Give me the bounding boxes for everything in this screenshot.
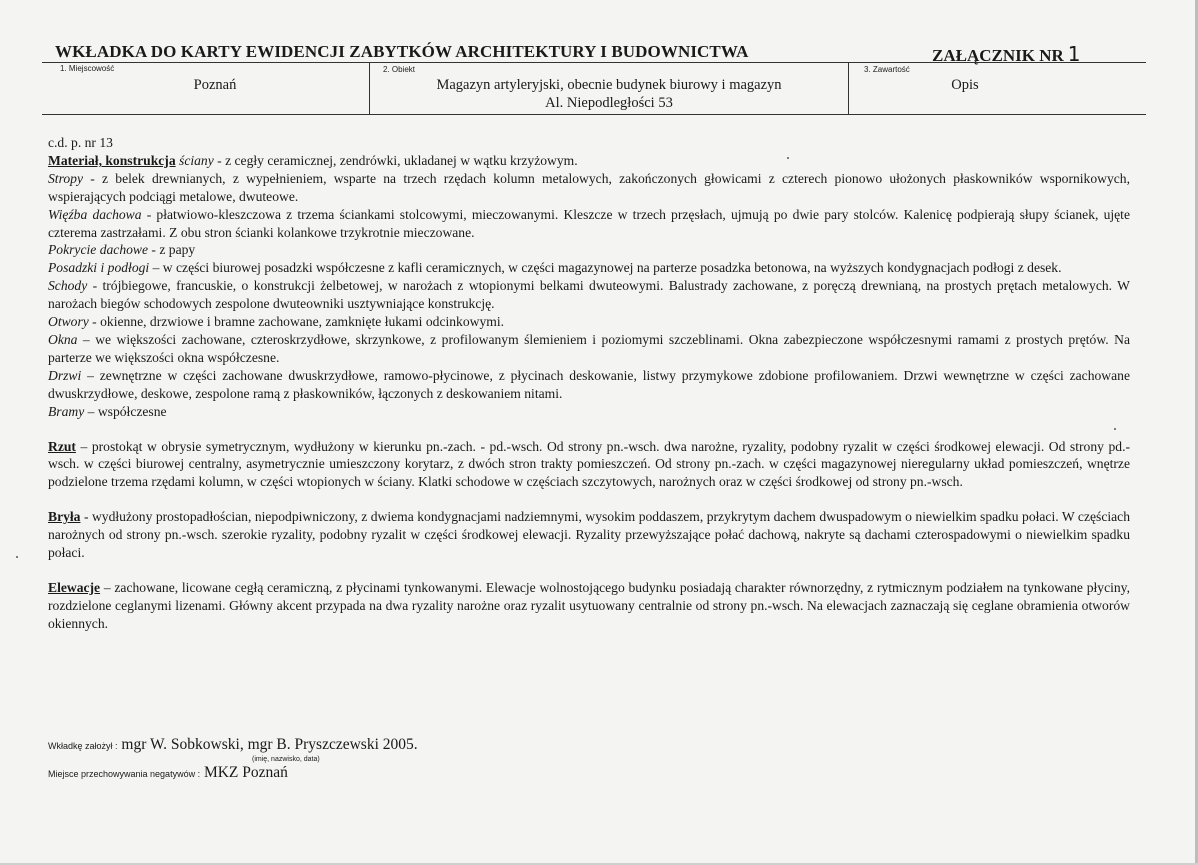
storage-label: Miejsce przechowywania negatywów : — [48, 769, 201, 779]
gates-paragraph — [48, 403, 1130, 421]
object-value-line1: Magazyn artyleryjski, obecnie budynek biurowy i magazyn — [436, 77, 782, 93]
header-divider-1 — [369, 62, 370, 114]
roof-text: - z papy — [148, 242, 196, 258]
annex-number: 1 — [1067, 42, 1081, 66]
roof-term: Pokrycie dachowe — [48, 242, 149, 258]
author-line — [48, 736, 418, 754]
plan-text: – prostokąt w obrysie symetrycznym, wydłużony w kierunku pn.-zach. - pd.-wsch. Od strony pn.-wsch. dwa narożne, ryzality, podobny ryzalit w części środkowej elewacji. Od strony pd.-wsch. w części biurowej centralny, asymetrycznie umieszczony korytarz, z dwóch stron trakty pomieszczeń. Od strony pn.-zach. w części magazynowej nieregularny układ pomieszczeń, wnętrze podzielone trzema rzędami kolumn, w części wtopionych w ściany. Klatki schodowe w częściach szczytowych, narożnych oraz w części środkowej od strony pn.-wsch. — [48, 438, 1130, 490]
gates-term: Bramy — [48, 403, 85, 419]
floors-text: – w części biurowej posadzki współczesne z kafli ceramicznych, w części magazynowej na parterze posadzka betonowa, na wyższych kondygnacjach podłogi z desek. — [149, 260, 1062, 276]
scan-speck — [787, 157, 789, 159]
doors-text: – zewnętrzne w części zachowane dwuskrzydłowe, ramowo-płycinowe, z płycinach deskowanie, listwy przymykowe zdobione profilowaniem. Drzwi wewnętrzne w części zachowane dwuskrzydłowe, deskowe, zespolone ramą z płaskowników, łączonych z deskowaniem nitami. — [48, 367, 1130, 401]
author-value: mgr W. Sobkowski, mgr B. Pryszczewski 2005. — [117, 736, 418, 753]
header-top-rule — [42, 62, 1146, 63]
openings-term: Otwory — [48, 314, 89, 330]
mass-text: - wydłużony prostopadłościan, niepodpiwniczony, z dwiema kondygnacjami nadziemnymi, wysokim poddaszem, przykrytym dachem dwuspadowym o niewielkim spadku połaci. W częściach narożnych od strony pn.-wsch. szerokie ryzality, podobny ryzalit w części środkowej elewacji. Ryzality przewyższające połać dachową, nakryte są dachami czterospadowymi o niewielkim spadku połaci. — [48, 509, 1130, 561]
ceilings-term: Stropy — [48, 170, 83, 186]
ceilings-paragraph — [48, 170, 1130, 206]
ceilings-text: - z belek drewnianych, z wypełnieniem, wsparte na trzech rzędach kolumn metalowych, zakończonych głowicami z czterech pionowo ułożonych płaskowników wspornikowych, wspierających podciągi metalowe, dwuteowe. — [48, 170, 1130, 204]
elevation-paragraph — [48, 579, 1130, 633]
floors-paragraph — [48, 259, 1130, 277]
stairs-paragraph — [48, 277, 1130, 313]
elevation-text: – zachowane, licowane cegłą ceramiczną, z płycinami tynkowanymi. Elewacje wolnostojącego budynku posiadają charakter równorzędny, z rytmicznym podziałem na tynkowane płyciny, rozdzielone ceglanymi lizenami. Główny akcent przypada na dwa ryzality narożne oraz ryzalit usytuowany centralnie od strony pn.-wsch. Na elewacjach zaznaczają się ceglane obramienia otworów okiennych. — [48, 579, 1130, 631]
location-value: Poznań — [193, 77, 237, 93]
truss-paragraph — [48, 206, 1130, 242]
annex-label-text: ZAŁĄCZNIK NR — [932, 46, 1064, 65]
truss-term: Więźba dachowa — [48, 206, 142, 222]
stairs-term: Schody — [48, 278, 88, 294]
object-value-line2: Al. Niepodległości 53 — [545, 95, 673, 111]
material-heading: Materiał, konstrukcja — [48, 152, 176, 168]
storage-value: MKZ Poznań — [200, 764, 288, 781]
author-label: Wkładkę założył : — [48, 741, 118, 751]
intro-line: c.d. p. nr 13 — [48, 135, 113, 150]
mass-paragraph — [48, 508, 1130, 562]
author-hint: (imię, nazwisko, data) — [252, 756, 320, 763]
spacer — [48, 562, 1130, 579]
header-bottom-rule — [42, 114, 1146, 115]
openings-text: - okienne, drzwiowe i bramne zachowane, zamknięte łukami odcinkowymi. — [88, 314, 505, 330]
walls-text: - z cegły ceramicznej, zendrówki, ukladanej w wątku krzyżowym. — [213, 152, 578, 168]
object-label: 2. Obiekt — [383, 65, 416, 74]
truss-text: - płatwiowo-kleszczowa z trzema ściankami stolcowymi, mieczowanymi. Kleszcze w trzech przęsłach, ujmują po dwie pary stolców. Kalenicę podpierają słupy ścianek, ujęte czterema zastrzałami. Z obu stron ścianki kolankowe trzykrotnie mieczowane. — [48, 206, 1130, 240]
plan-paragraph — [48, 438, 1130, 492]
stairs-text: - trójbiegowe, francuskie, o konstrukcji żelbetowej, w narożach z wtopionymi belkami dwuteowymi. Balustrady zachowane, z poręczą drewnianą, na prostych prętach metalowych. W narożach biegów schodowych zespolone dwuteowniki usztywniające konstrukcję. — [48, 278, 1130, 312]
floors-term: Posadzki i podłogi — [48, 260, 150, 276]
plan-heading: Rzut — [48, 438, 76, 454]
openings-paragraph — [48, 313, 1130, 331]
content-value: Opis — [951, 77, 979, 93]
storage-line — [48, 764, 288, 782]
doors-paragraph — [48, 367, 1130, 403]
description-body — [48, 134, 1130, 633]
windows-term: Okna — [48, 331, 78, 347]
spacer — [48, 491, 1130, 508]
location-label: 1. Miejscowość — [60, 64, 115, 73]
spacer — [48, 421, 1130, 438]
scan-speck — [16, 556, 18, 558]
mass-heading: Bryła — [48, 509, 81, 525]
elevation-heading: Elewacje — [48, 579, 101, 595]
document-title: WKŁADKA DO KARTY EWIDENCJI ZABYTKÓW ARCHITEKTURY I BUDOWNICTWA — [55, 42, 749, 61]
content-label: 3. Zawartość — [864, 65, 910, 74]
gates-text: – współczesne — [84, 403, 167, 419]
header-divider-2 — [848, 62, 849, 114]
roof-paragraph — [48, 241, 1130, 259]
windows-paragraph — [48, 331, 1130, 367]
walls-term: ściany — [179, 152, 214, 168]
windows-text: – we większości zachowane, czteroskrzydłowe, skrzynkowe, z profilowanym ślemieniem i poziomymi szczeblinami. Okna zabezpieczone współczesnymi ramami z prostych prętów. Na parterze we większości okna współczesne. — [48, 331, 1130, 365]
doors-term: Drzwi — [48, 367, 82, 383]
scan-speck — [1114, 428, 1116, 430]
material-paragraph — [48, 152, 1130, 170]
